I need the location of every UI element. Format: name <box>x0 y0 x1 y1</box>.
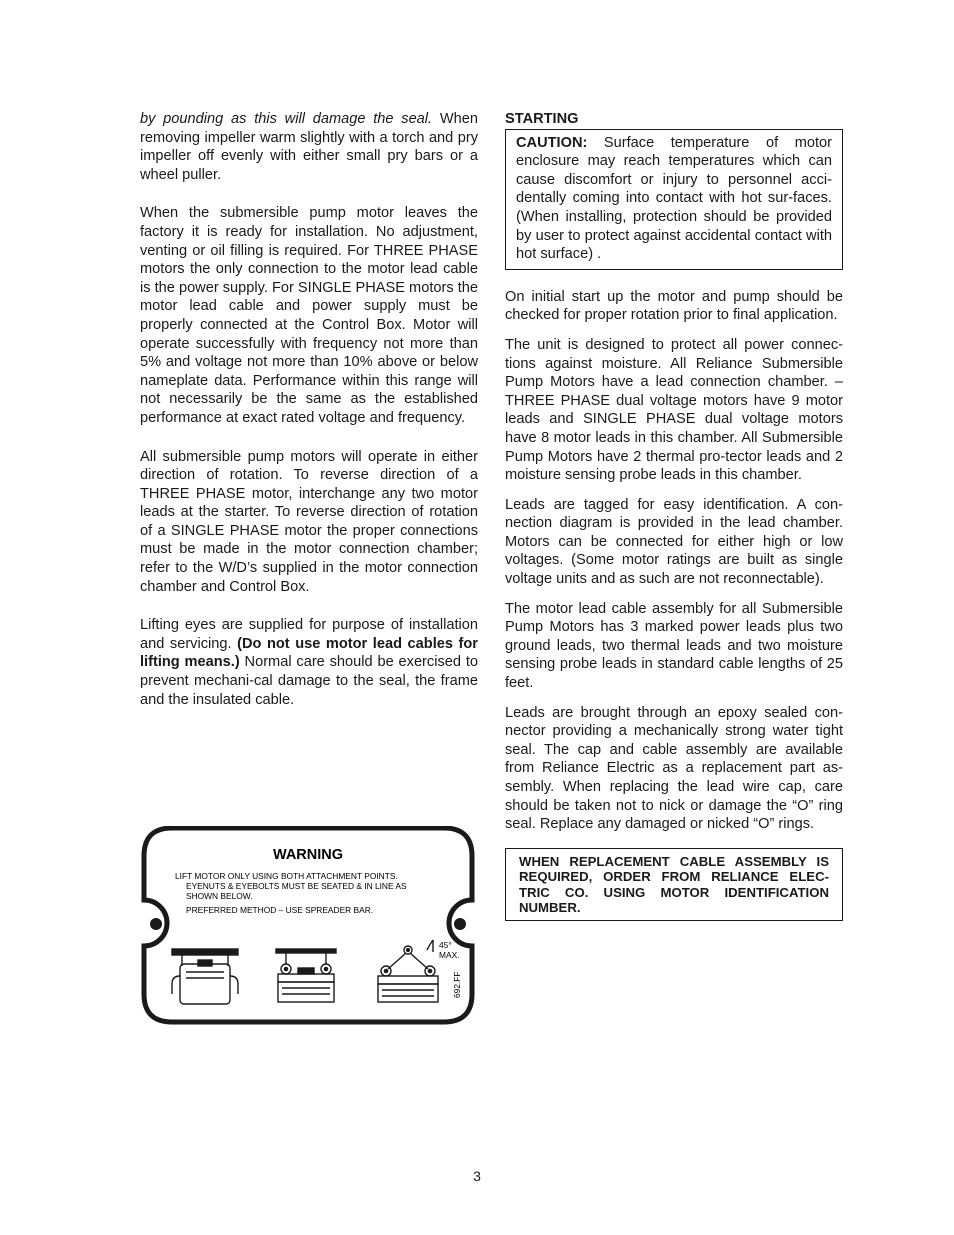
right-mounting-hole-icon <box>454 918 466 930</box>
paragraph-cable-assembly: The motor lead cable assembly for all Submersible Pump Motors has 3 marked power leads plus two ground leads, two thermal leads and two moisture sensing probe leads in standard cable lengths of 25 feet. <box>505 600 843 692</box>
paragraph-installation: When the submersible pump motor leaves the factory it is ready for installation. No adjustment, venting or oil filling is required. For THREE PHASE motors the only connection to the motor lead cable is the power supply. For SINGLE PHASE motors the motor lead cable and power supply must be properly connected at the Control Box. Motor will operate successfully with frequency not more than 5% and voltage not more than 10% above or below nameplate data. Performance within this range will not necessarily be the same as the established performance at exact rated voltage and frequency. <box>140 205 478 426</box>
paragraph-lead-chamber: The unit is designed to protect all power connec-tions against moisture. All Reliance Submersible Pump Motors have a lead connection chamber. – THREE PHASE dual voltage motors have 9 motor leads and SINGLE PHASE dual voltage motors have 8 motor leads in this chamber. All Submersible Pump Motors have 2 thermal pro-tector leads and 2 moisture sensing probe leads in this chamber. <box>505 336 843 484</box>
paragraph-lifting-eyes <box>140 616 478 709</box>
section-heading-starting: STARTING <box>505 111 579 127</box>
warning-line-1: LIFT MOTOR ONLY USING BOTH ATTACHMENT POINTS. <box>175 871 398 881</box>
warning-line-4: PREFERRED METHOD – USE SPREADER BAR. <box>186 905 374 915</box>
lifting-care-text: Normal care should be exercised to prevent mechani-cal damage to the seal, the frame and the insulated cable. <box>140 654 478 708</box>
angle-max-label: MAX. <box>439 950 460 960</box>
paragraph-rotation: All submersible pump motors will operate in either direction of rotation. To reverse direction of a THREE PHASE motor, interchange any two motor leads at the starter. To reverse direction of rotation of a SINGLE PHASE motor the proper connections must be made in the motor connection chamber; refer to the W/D’s supplied in the motor connection chamber and Control Box. <box>140 448 478 595</box>
caution-paragraph <box>516 134 832 264</box>
angle-label: 45° <box>439 940 452 950</box>
left-column <box>140 110 478 709</box>
part-number-label: 692.FF <box>452 971 462 998</box>
paragraph-startup-rotation: On initial start up the motor and pump should be checked for proper rotation prior to final application. <box>505 288 843 324</box>
left-mounting-hole-icon <box>150 918 162 930</box>
caution-text: Surface temperature of motor enclosure may reach temperatures which can cause discomfort or injury to personnel acci-dentally coming into contact with hot sur-faces. (When installing, protection should be provided by user to protect against accidental contact with hot surface) . <box>516 134 832 263</box>
caution-box <box>505 129 843 270</box>
impeller-removal-text: When removing impeller warm slightly with a torch and pry impeller off evenly with either small pry bars or a wheel puller. <box>140 111 479 183</box>
seal-warning-italic: by pounding as this will damage the seal. <box>140 111 433 127</box>
lifting-eyes-text: Lifting eyes are supplied for purpose of installation and servicing. <box>140 617 478 652</box>
warning-line-3: SHOWN BELOW. <box>186 891 253 901</box>
caution-label: CAUTION: <box>516 134 588 151</box>
warning-title: WARNING <box>272 847 344 863</box>
paragraph-lead-tags: Leads are tagged for easy identification. A con-nection diagram is provided in the lead chamber. Motors can be connected for either high or low voltages. (Some motor ratings are built as single voltage units and as such are not reconnectable). <box>505 496 843 588</box>
page-number: 3 <box>473 1168 481 1184</box>
lifting-caution-bold: (Do not use motor lead cables for lifting means.) <box>140 635 478 671</box>
right-column <box>505 110 843 921</box>
paragraph-epoxy-seal: Leads are brought through an epoxy sealed con-nector providing a mechanically strong water tight seal. The cap and cable assembly are available from Reliance Electric as a replacement part as-sembly. When replacing the lead wire cap, care should be taken not to nick or damage the “O” ring seal. Replace any damaged or nicked “O” rings. <box>505 704 843 833</box>
warning-line-2: EYENUTS & EYEBOLTS MUST BE SEATED & IN LINE AS <box>186 881 407 891</box>
replacement-notice-box: WHEN REPLACEMENT CABLE ASSEMBLY IS REQUIRED, ORDER FROM RELIANCE ELEC-TRIC CO. USING MOTOR IDENTIFICATION NUMBER. <box>505 848 843 922</box>
warning-plate <box>140 826 476 1026</box>
paragraph-seal-removal <box>140 110 478 184</box>
